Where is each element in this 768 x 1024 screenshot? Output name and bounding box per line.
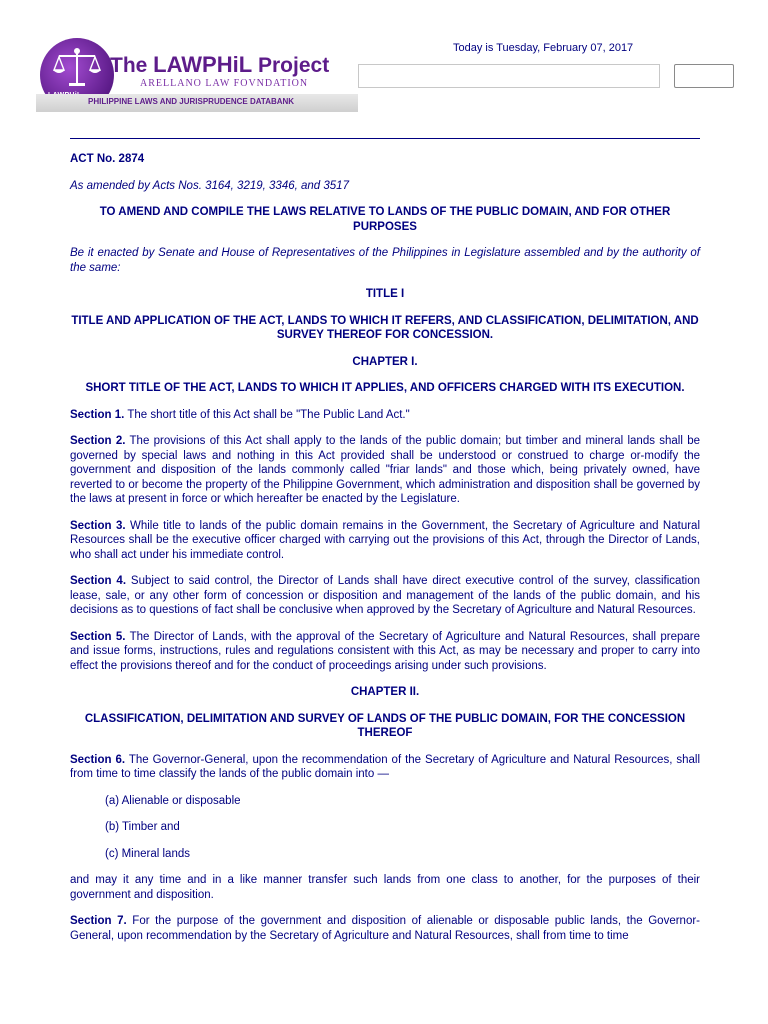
section-3 (70, 519, 700, 563)
section-6-item-b: (b) Timber and (105, 821, 180, 833)
section-7-text: For the purpose of the government and disposition of alienable or disposable public lands, the Governor-General, upon recommendation by the Secretary of Agriculture and Natural Resources, shall from time to time (70, 915, 701, 942)
section-6-label: Section 6. (70, 753, 126, 766)
section-4 (70, 574, 700, 618)
today-date: Today is Tuesday, February 07, 2017 (453, 42, 634, 54)
act-number: ACT No. 2874 (70, 153, 145, 165)
site-tagline: PHILIPPINE LAWS AND JURISPRUDENCE DATABANK (88, 97, 295, 106)
act-document (70, 152, 700, 955)
enacting-clause: Be it enacted by Senate and House of Representatives of the Philippines in Legislature assembled and by the authority of the same: (70, 247, 700, 274)
chapter-2-heading: CLASSIFICATION, DELIMITATION AND SURVEY OF LANDS OF THE PUBLIC DOMAIN, FOR THE CONCESSION THEREOF (84, 712, 686, 739)
section-2-text: The provisions of this Act shall apply to the lands of the public domain; but timber and mineral lands shall be governed by special laws and nothing in this Act provided shall be understood or construed to charge or-modify the government and disposition of the lands commonly called "friar lands" and those which, being privately owned, have reverted to or become the property of the Philippine Government, which administration and disposition shall be governed by the laws at present in force or which hereafter be enacted by the Legislature. (70, 435, 701, 505)
section-6-item-a: (a) Alienable or disposable (105, 794, 241, 807)
site-title-brand: LAWPHiL (153, 52, 253, 77)
section-6-continuation: and may it any time and in a like manner transfer such lands from one class to another, for the purposes of their government and disposition. (70, 874, 700, 901)
chapter-2-label: CHAPTER II. (350, 686, 420, 698)
site-header (0, 0, 768, 130)
section-3-text: While title to lands of the public domain remains in the Government, the Secretary of Agriculture and Natural Resources shall be the executive officer charged with carrying out the provisions of this Act, through the Director of Lands, who shall act under his immediate control. (70, 519, 701, 561)
section-1-label: Section 1. (70, 408, 125, 421)
section-6-item-c: (c) Mineral lands (105, 847, 190, 860)
section-7-label: Section 7. (70, 915, 127, 927)
scales-of-justice-icon (51, 46, 103, 90)
act-main-title: TO AMEND AND COMPILE THE LAWS RELATIVE TO LANDS OF THE PUBLIC DOMAIN, AND FOR OTHER PURPOSES (99, 206, 671, 233)
search-input[interactable] (358, 64, 660, 88)
section-4-label: Section 4. (70, 575, 127, 587)
title-1-heading: TITLE AND APPLICATION OF THE ACT, LANDS TO WHICH IT REFERS, AND CLASSIFICATION, DELIMITATION, AND SURVEY THEREOF FOR CONCESSION. (71, 314, 699, 341)
tagline-bar (36, 94, 358, 112)
section-2 (70, 434, 700, 507)
section-4-text: Subject to said control, the Director of Lands shall have direct executive control of the survey, classification lease, sale, or any other form of concession or disposition and management of the lands of the public domain, and his decisions as to questions of fact shall be conclusive when approved by the Secretary of Agriculture and Natural Resources. (70, 575, 700, 616)
site-title-prefix: The (110, 54, 154, 77)
section-2-label: Section 2. (70, 435, 126, 447)
title-1-label: TITLE I (365, 288, 405, 300)
section-7 (70, 914, 700, 943)
section-6-text: The Governor-General, upon the recommendation of the Secretary of Agriculture and Natural Resources, shall from time to time classify the lands of the public domain into — (70, 753, 700, 780)
amendment-note: As amended by Acts Nos. 3164, 3219, 3346, and 3517 (70, 179, 349, 192)
section-5-text: The Director of Lands, with the approval of the Secretary of Agriculture and Natural Resources, shall prepare and issue forms, instructions, rules and regulations consistent with this Act, as may be necessary and proper to carry into effect the provisions thereof and for the conduct of proceedings arising under such provisions. (70, 630, 701, 672)
section-1 (70, 408, 700, 423)
chapter-1-label: CHAPTER I. (352, 355, 418, 368)
site-title[interactable] (110, 52, 329, 78)
section-1-text: The short title of this Act shall be "The Public Land Act." (124, 408, 410, 421)
section-5-label: Section 5. (70, 630, 126, 643)
header-divider (70, 138, 700, 139)
search-button[interactable] (674, 64, 734, 88)
section-3-label: Section 3. (70, 519, 126, 532)
chapter-1-heading: SHORT TITLE OF THE ACT, LANDS TO WHICH IT APPLIES, AND OFFICERS CHARGED WITH ITS EXECUTION. (85, 382, 685, 394)
section-5 (70, 630, 700, 674)
site-subtitle: ARELLANO LAW FOVNDATION (140, 78, 309, 89)
section-6 (70, 753, 700, 782)
site-title-suffix: Project (252, 54, 330, 77)
